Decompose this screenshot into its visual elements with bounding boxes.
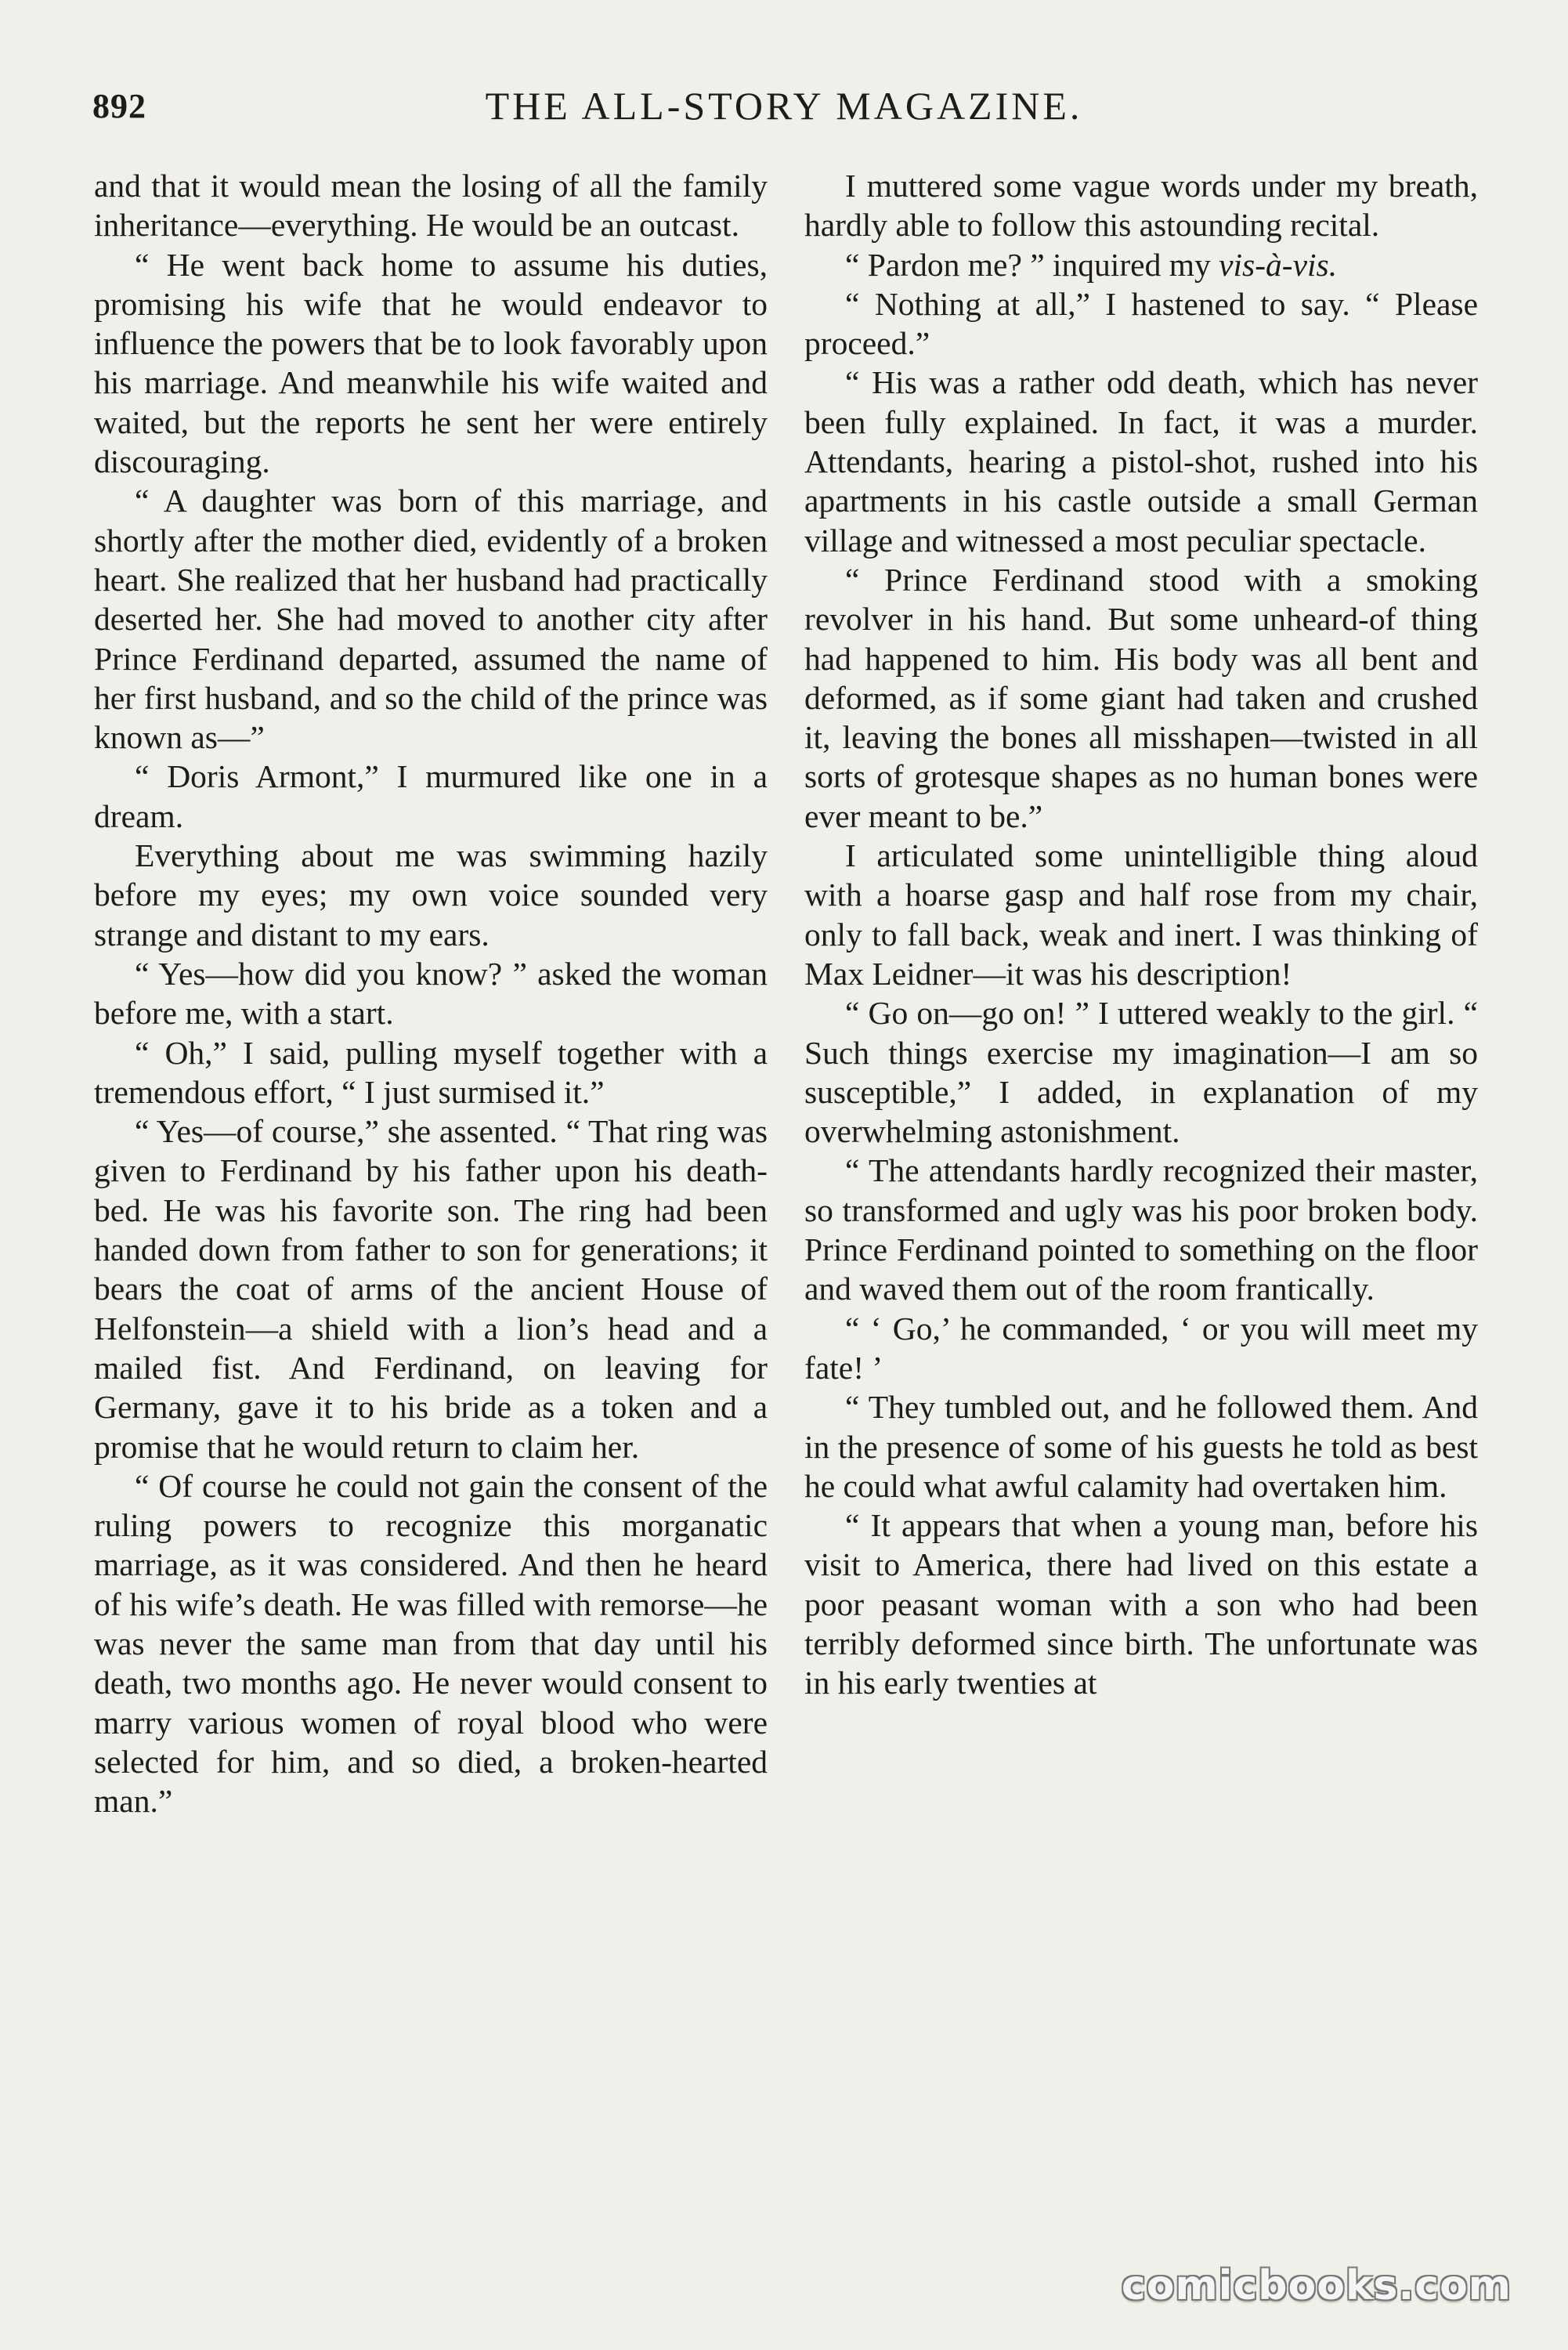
page-header — [0, 78, 1568, 133]
italic-text: vis-à-vis. — [1219, 246, 1338, 283]
paragraph: “ The attendants hardly recognized their master, so transformed and ugly was his poor broken body. Prince Ferdinand pointed to something on the floor and waved them out of the room frantically. — [804, 1152, 1478, 1307]
paragraph: “ Go on—go on! ” I uttered weakly to the girl. “ Such things exercise my imagination—I am so susceptible,” I added, in explanation of my overwhelming astonishment. — [804, 995, 1478, 1150]
paragraph: “ Doris Armont,” I murmured like one in a dream. — [94, 758, 768, 834]
paragraph: I muttered some vague words under my breath, hardly able to follow this astounding recital. — [804, 168, 1478, 244]
paragraph: “ Yes—how did you know? ” asked the woman before me, with a start. — [94, 955, 768, 1032]
page-number: 892 — [92, 87, 146, 125]
left-column — [94, 166, 768, 2265]
right-column — [804, 166, 1478, 2265]
running-title: THE ALL-STORY MAGAZINE. — [485, 84, 1083, 128]
paragraph: “ Prince Ferdinand stood with a smoking revolver in his hand. But some unheard-of thing had happened to him. His body was all bent and deformed, as if some giant had taken and crushed it, leaving the bones all misshapen—twisted in all sorts of grotesque shapes as no human bones were ever meant to be.” — [804, 561, 1478, 834]
paragraph: Everything about me was swimming hazily before my eyes; my own voice sounded very strange and distant to my ears. — [94, 837, 768, 953]
paragraph: I articulated some unintelligible thing aloud with a hoarse gasp and half rose from my chair, only to fall back, weak and inert. I was thinking of Max Leidner—it was his description! — [804, 837, 1478, 992]
paragraph: “ A daughter was born of this marriage, and shortly after the mother died, evidently of a broken heart. She realized that her husband had practically deserted her. She had moved to another city after Prince Ferdinand departed, assumed the name of her first husband, and so the child of the prince was known as—” — [94, 483, 768, 756]
paragraph-text: “ Pardon me? ” inquired my — [845, 246, 1219, 283]
paragraph: “ Oh,” I said, pulling myself together with a tremendous effort, “ I just surmised it.” — [94, 1034, 768, 1110]
paragraph: “ His was a rather odd death, which has never been fully explained. In fact, it was a murder. Attendants, hearing a pistol-shot, rushed into his apartments in his castle outside a small German village and witnessed a most peculiar spectacle. — [804, 364, 1478, 559]
paragraph: “ They tumbled out, and he followed them. And in the presence of some of his guests he told as best he could what awful calamity had overtaken him. — [804, 1389, 1478, 1504]
paragraph: “ He went back home to assume his duties, promising his wife that he would endeavor to influence the powers that be to look favorably upon his marriage. And meanwhile his wife waited and waited, but the reports he sent her were entirely discouraging. — [94, 246, 768, 480]
paragraph: “ Yes—of course,” she assented. “ That ring was given to Ferdinand by his father upon his death-bed. He was his favorite son. The ring had been handed down from father to son for generations; it bears the coat of arms of the ancient House of Helfonstein—a shield with a lion’s head and a mailed fist. And Ferdinand, on leaving for Germany, gave it to his bride as a token and a promise that he would return to claim her. — [94, 1113, 768, 1465]
paragraph: “ Nothing at all,” I hastened to say. “ Please proceed.” — [804, 285, 1478, 362]
paragraph: and that it would mean the losing of all the family inheritance—everything. He would be an outcast. — [94, 168, 768, 244]
paragraph: “ Of course he could not gain the consent of the ruling powers to recognize this morganatic marriage, as it was considered. And then he heard of his wife’s death. He was filled with remorse—he was never the same man from that day until his death, two months ago. He never would consent to marry various women of royal blood who were selected for him, and so died, a broken-hearted man.” — [94, 1467, 768, 1820]
paragraph: “ ‘ Go,’ he commanded, ‘ or you will meet my fate! ’ — [804, 1310, 1478, 1386]
paragraph: “ It appears that when a young man, before his visit to America, there had lived on this estate a poor peasant woman with a son who had been terribly deformed since birth. The unfortunate was in his early twenties at — [804, 1507, 1478, 1701]
watermark: comicbooks.com — [1121, 2262, 1512, 2309]
paragraph — [804, 245, 1478, 284]
